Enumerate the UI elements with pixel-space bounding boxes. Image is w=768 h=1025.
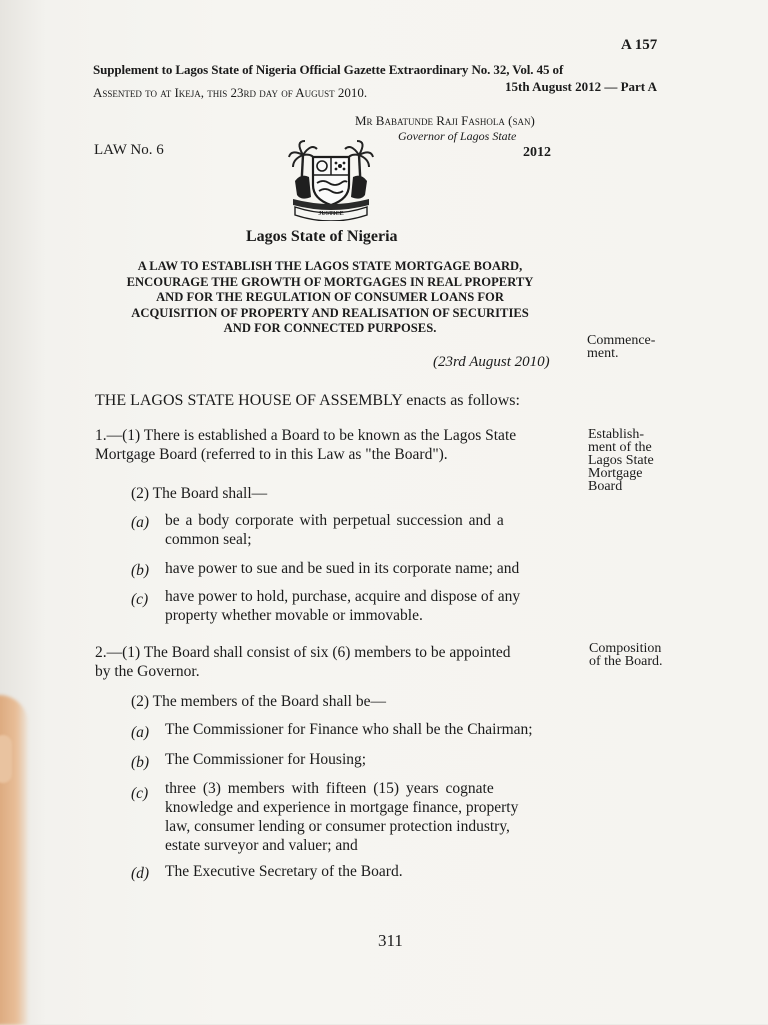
- margin-note-commencement: Commence- ment.: [587, 333, 656, 361]
- law-number: LAW No. 6: [94, 142, 164, 158]
- long-title-line: ENCOURAGE THE GROWTH OF MORTGAGES IN REAL PROPERTY: [126, 274, 534, 289]
- governor-name: Mr Babatunde Raji Fashola (san): [355, 113, 535, 128]
- long-title-line: ACQUISITION OF PROPERTY AND REALISATION OF SECURITIES: [131, 305, 529, 320]
- assent-line: Assented to at Ikeja, this 23rd day of August 2010.: [93, 85, 368, 100]
- section-1-paragraph-c-line-1: have power to hold, purchase, acquire and dispose of any: [165, 588, 521, 605]
- section-1-subsection-1-line-1: 1.—(1) There is established a Board to be known as the Lagos State: [95, 427, 517, 444]
- section-2-subsection-1-line-2: by the Governor.: [95, 663, 200, 680]
- paragraph-label: (b): [131, 562, 150, 579]
- paragraph-label: (d): [131, 865, 150, 882]
- law-year: 2012: [523, 145, 551, 160]
- section-2-paragraph-d: The Executive Secretary of the Board.: [165, 863, 403, 880]
- section-1-paragraph-c-line-2: property whether movable or immovable.: [165, 607, 423, 624]
- section-2-paragraph-a: The Commissioner for Finance who shall be the Chairman;: [165, 721, 533, 738]
- margin-note-composition: Composition of the Board.: [589, 641, 663, 669]
- section-2-paragraph-c-line-3: law, consumer lending or consumer protection industry,: [165, 818, 510, 835]
- gazette-date: 15th August 2012 — Part A: [505, 79, 658, 94]
- section-1-paragraph-a-line-1: be a body corporate with perpetual succession and a: [165, 512, 504, 529]
- section-2-paragraph-c-line-4: estate surveyor and valuer; and: [165, 837, 358, 854]
- long-title-line: AND FOR CONNECTED PURPOSES.: [223, 321, 437, 335]
- paragraph-label: (b): [131, 754, 150, 771]
- long-title: [90, 259, 570, 337]
- long-title-line: A LAW TO ESTABLISH THE LAGOS STATE MORTGAGE BOARD,: [137, 259, 523, 273]
- paragraph-label: (c): [131, 591, 149, 608]
- commencement-date: (23rd August 2010): [433, 354, 550, 370]
- page-reference: A 157: [621, 37, 658, 53]
- section-2-paragraph-b: The Commissioner for Housing;: [165, 751, 367, 768]
- section-1-subsection-1-line-2: Mortgage Board (referred to in this Law as "the Board").: [95, 446, 448, 463]
- section-1-subsection-2: (2) The Board shall—: [131, 485, 268, 502]
- crest-motto: JUSTICE: [318, 211, 344, 217]
- section-2-paragraph-c-line-1: three (3) members with fifteen (15) years cognate: [165, 780, 494, 797]
- section-1-paragraph-b: have power to sue and be sued in its corporate name; and: [165, 560, 520, 577]
- thumbnail-nail: [0, 735, 12, 783]
- page-number: 311: [378, 931, 403, 950]
- section-1-paragraph-a-line-2: common seal;: [165, 531, 252, 548]
- supplement-line: Supplement to Lagos State of Nigeria Official Gazette Extraordinary No. 32, Vol. 45 of: [93, 62, 564, 77]
- paragraph-label: (a): [131, 724, 150, 741]
- section-2-subsection-1-line-1: 2.—(1) The Board shall consist of six (6) members to be appointed: [95, 644, 511, 661]
- section-2-subsection-2: (2) The members of the Board shall be—: [131, 693, 386, 710]
- state-name-heading: Lagos State of Nigeria: [246, 228, 398, 245]
- margin-note-establishment: Establish- ment of the Lagos State Mortgage Board: [588, 427, 654, 494]
- governor-title: Governor of Lagos State: [398, 129, 517, 143]
- paragraph-label: (a): [131, 514, 150, 531]
- enacting-formula: THE LAGOS STATE HOUSE OF ASSEMBLY enacts as follows:: [95, 392, 520, 409]
- section-2-paragraph-c-line-2: knowledge and experience in mortgage finance, property: [165, 799, 519, 816]
- paragraph-label: (c): [131, 785, 149, 802]
- lagos-state-coat-of-arms-icon: [287, 135, 375, 221]
- long-title-line: AND FOR THE REGULATION OF CONSUMER LOANS FOR: [156, 290, 504, 304]
